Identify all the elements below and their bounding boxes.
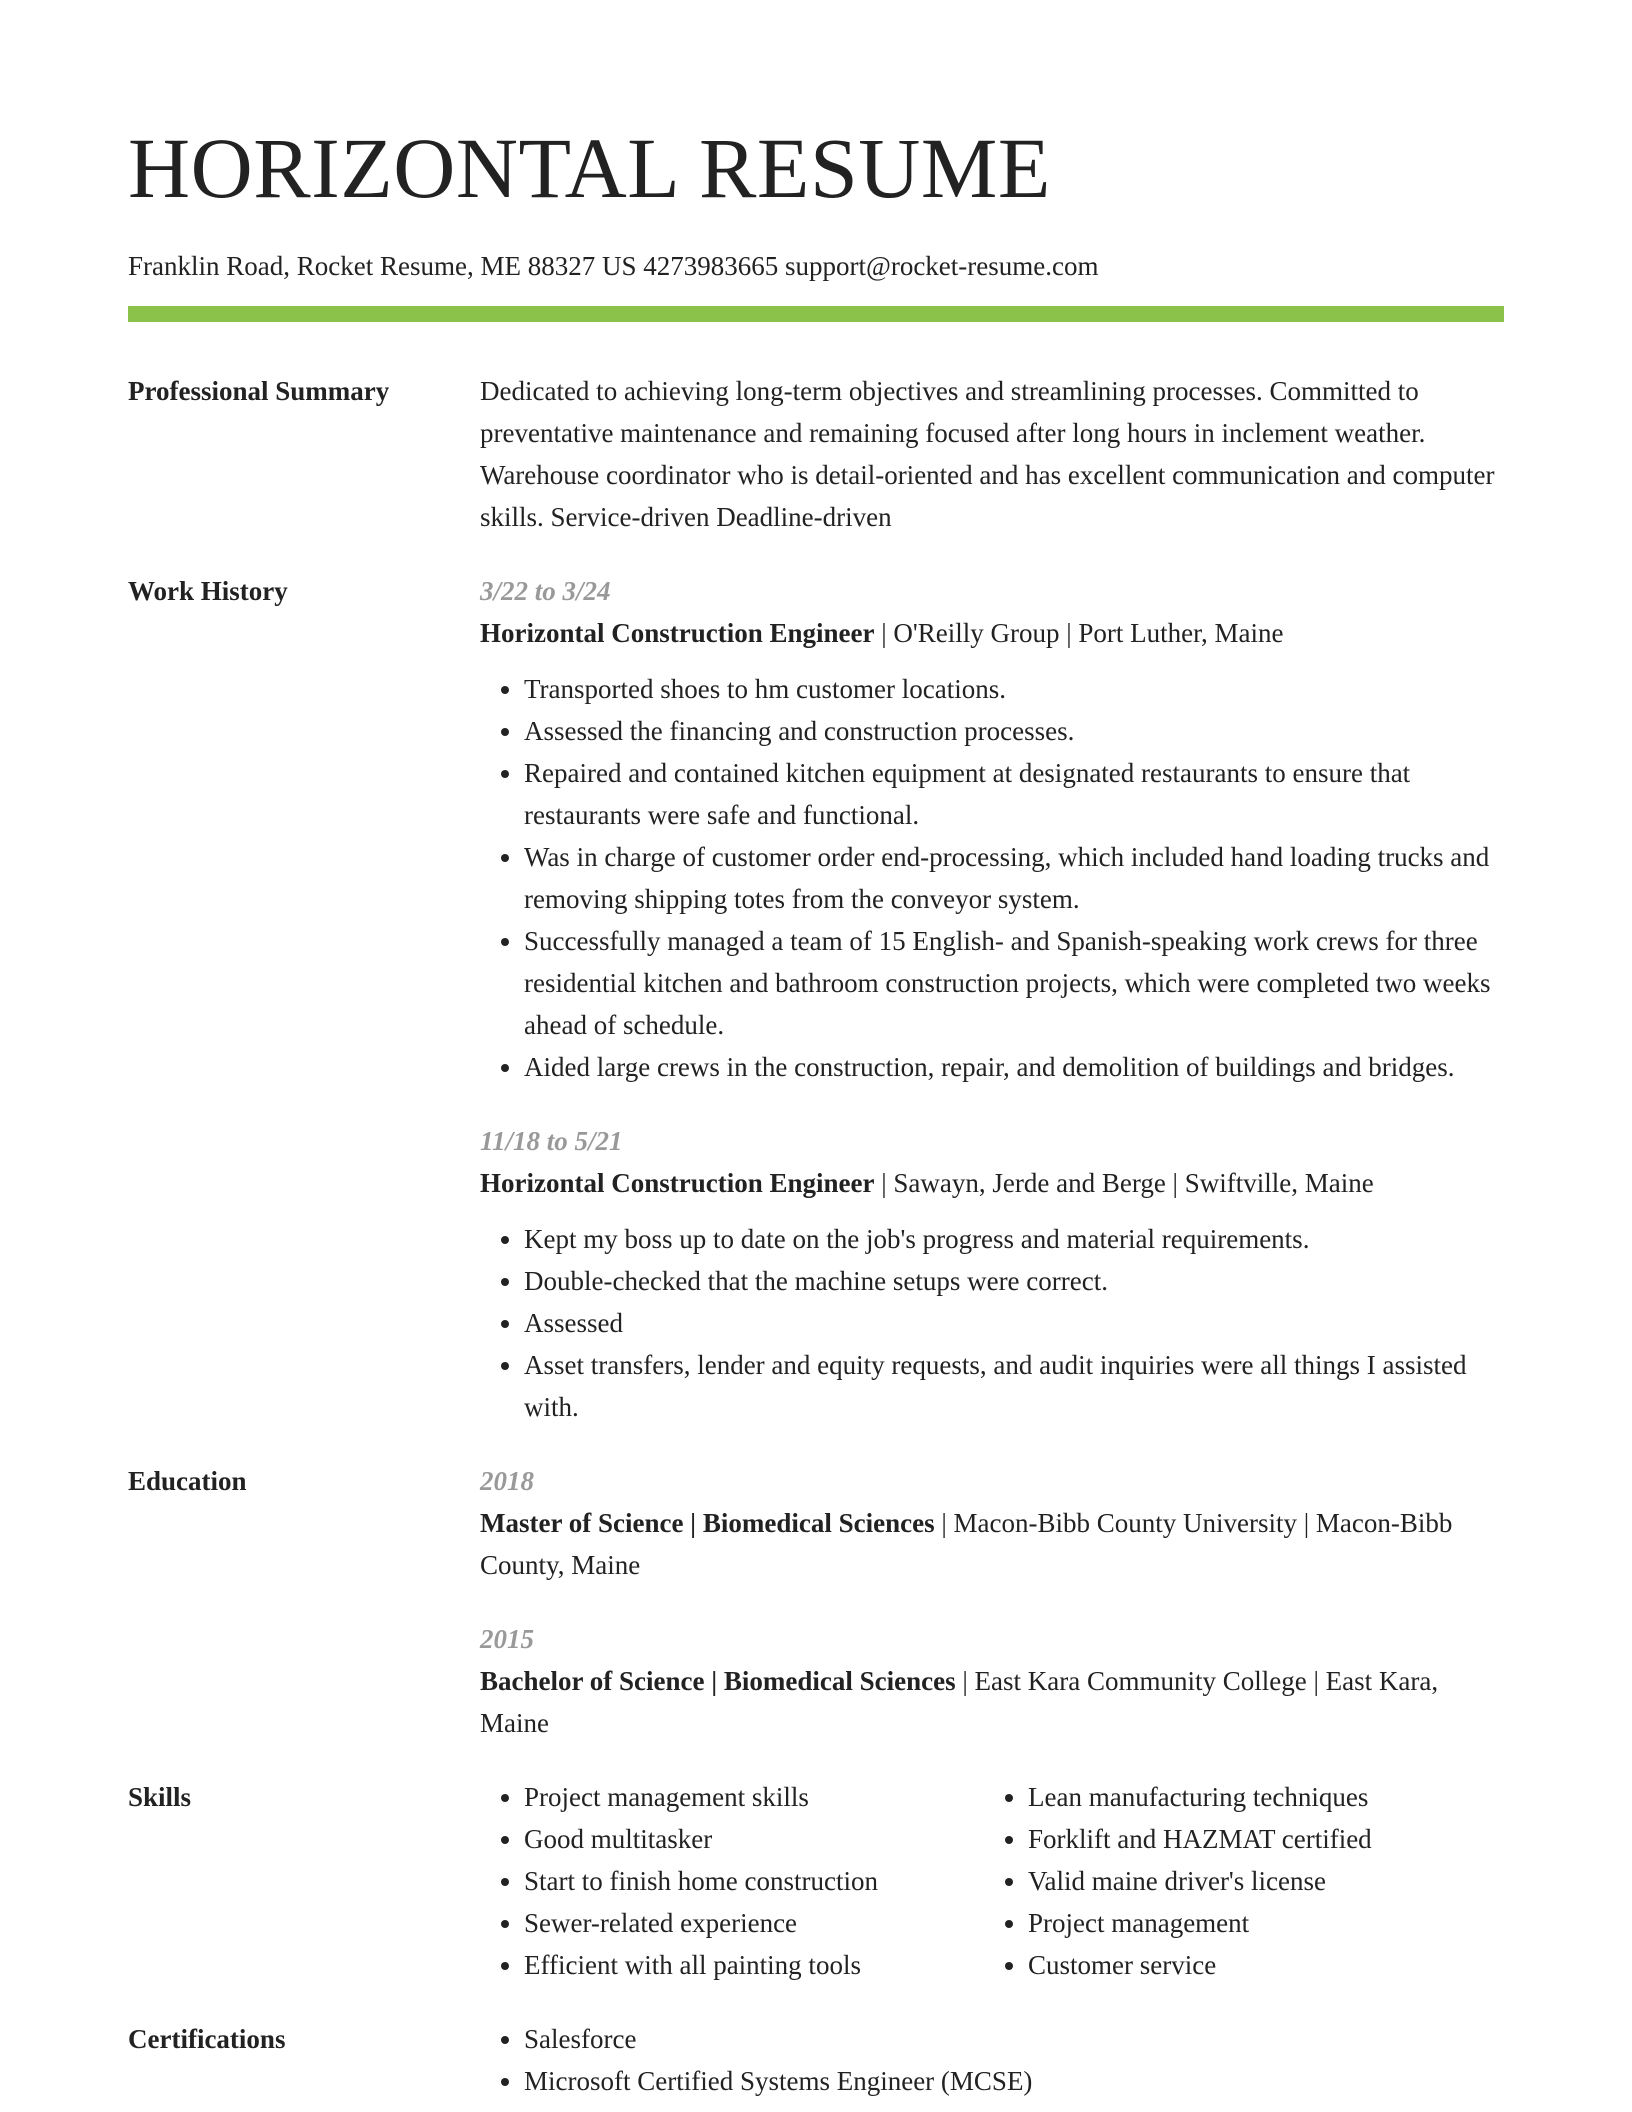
skills-list-left: [480, 1776, 984, 1986]
contact-line: Franklin Road, Rocket Resume, ME 88327 US 4273983665 support@rocket-resume.com: [128, 251, 1099, 281]
job-heading: [480, 1162, 1504, 1204]
skills-list-right: [984, 1776, 1498, 1986]
skill-item: • Sewer-related experience: [524, 1902, 984, 1944]
job-bullet: • Successfully managed a team of 15 English- and Spanish-speaking work crews for three residential kitchen and bathroom construction projects, which were completed two weeks ahead of schedule.: [524, 920, 1504, 1046]
job-bullet: • Was in charge of customer order end-processing, which included hand loading trucks and removing shipping totes from the conveyor system.: [524, 836, 1504, 920]
job-details: | Sawayn, Jerde and Berge | Swiftville, Maine: [874, 1168, 1374, 1198]
section-label-certifications: Certifications: [128, 2024, 286, 2054]
job-dates: 3/22 to 3/24: [480, 576, 611, 606]
section-skills: [128, 1776, 1504, 1986]
section-certifications: [128, 2018, 1504, 2102]
certifications-list: [480, 2018, 1504, 2102]
resume-page: [128, 0, 1504, 2102]
job-details: | O'Reilly Group | Port Luther, Maine: [874, 618, 1284, 648]
section-label-education: Education: [128, 1466, 247, 1496]
job-bullet: • Assessed: [524, 1302, 1504, 1344]
skill-item: • Customer service: [1028, 1944, 1498, 1986]
skill-item: • Good multitasker: [524, 1818, 984, 1860]
certifications-body: [480, 2018, 1504, 2102]
education-heading: [480, 1660, 1504, 1744]
section-label-summary: Professional Summary: [128, 376, 390, 406]
section-label-skills: Skills: [128, 1782, 192, 1812]
job-bullet: • Repaired and contained kitchen equipment at designated restaurants to ensure that restaurants were safe and functional.: [524, 752, 1504, 836]
certification-item: • Microsoft Certified Systems Engineer (MCSE): [524, 2060, 1504, 2102]
skill-item: • Start to finish home construction: [524, 1860, 984, 1902]
accent-divider: [128, 306, 1504, 322]
job-bullet: • Transported shoes to hm customer locations.: [524, 668, 1504, 710]
education-details: | Macon-Bibb County University | Macon-Bibb County, Maine: [480, 1508, 1453, 1580]
job-title: Horizontal Construction Engineer: [480, 1168, 875, 1198]
section-professional-summary: [128, 370, 1504, 538]
skill-item: • Project management: [1028, 1902, 1498, 1944]
job-title: Horizontal Construction Engineer: [480, 618, 875, 648]
job-bullet: • Kept my boss up to date on the job's progress and material requirements.: [524, 1218, 1504, 1260]
job-bullet: • Asset transfers, lender and equity requests, and audit inquiries were all things I assisted with.: [524, 1344, 1504, 1428]
job-bullet: • Assessed the financing and construction processes.: [524, 710, 1504, 752]
skill-item: • Forklift and HAZMAT certified: [1028, 1818, 1498, 1860]
job-heading: [480, 612, 1504, 654]
skill-item: • Project management skills: [524, 1776, 984, 1818]
section-label-work-history: Work History: [128, 576, 288, 606]
education-degree: Master of Science | Biomedical Sciences: [480, 1508, 935, 1538]
education-body: [480, 1460, 1504, 1744]
job-bullet: • Aided large crews in the construction, repair, and demolition of buildings and bridges.: [524, 1046, 1504, 1088]
work-history-body: [480, 570, 1504, 1428]
education-year: 2018: [480, 1466, 534, 1496]
skill-item: • Lean manufacturing techniques: [1028, 1776, 1498, 1818]
section-education: [128, 1460, 1504, 1744]
skill-item: • Efficient with all painting tools: [524, 1944, 984, 1986]
education-details: | East Kara Community College | East Kara, Maine: [480, 1666, 1439, 1738]
summary-text: Dedicated to achieving long-term objectives and streamlining processes. Committed to preventative maintenance and remaining focused after long hours in inclement weather. Warehouse coordinator who is detail-oriented and has excellent communication and computer skills. Service-driven Deadline-driven: [480, 376, 1495, 532]
skills-columns: [480, 1776, 1504, 1986]
job-dates: 11/18 to 5/21: [480, 1126, 623, 1156]
education-year: 2015: [480, 1624, 534, 1654]
job-bullet-list: [480, 1218, 1504, 1428]
skill-item: • Valid maine driver's license: [1028, 1860, 1498, 1902]
job-bullet-list: [480, 668, 1504, 1088]
certification-item: • Salesforce: [524, 2018, 1504, 2060]
resume-name: HORIZONTAL RESUME: [128, 120, 1051, 216]
education-heading: [480, 1502, 1504, 1586]
education-entry: [480, 1618, 1504, 1744]
job-bullet: • Double-checked that the machine setups were correct.: [524, 1260, 1504, 1302]
education-entry: [480, 1460, 1504, 1586]
education-degree: Bachelor of Science | Biomedical Sciences: [480, 1666, 956, 1696]
section-work-history: [128, 570, 1504, 1428]
job-entry: [480, 1120, 1504, 1428]
job-entry: [480, 570, 1504, 1088]
